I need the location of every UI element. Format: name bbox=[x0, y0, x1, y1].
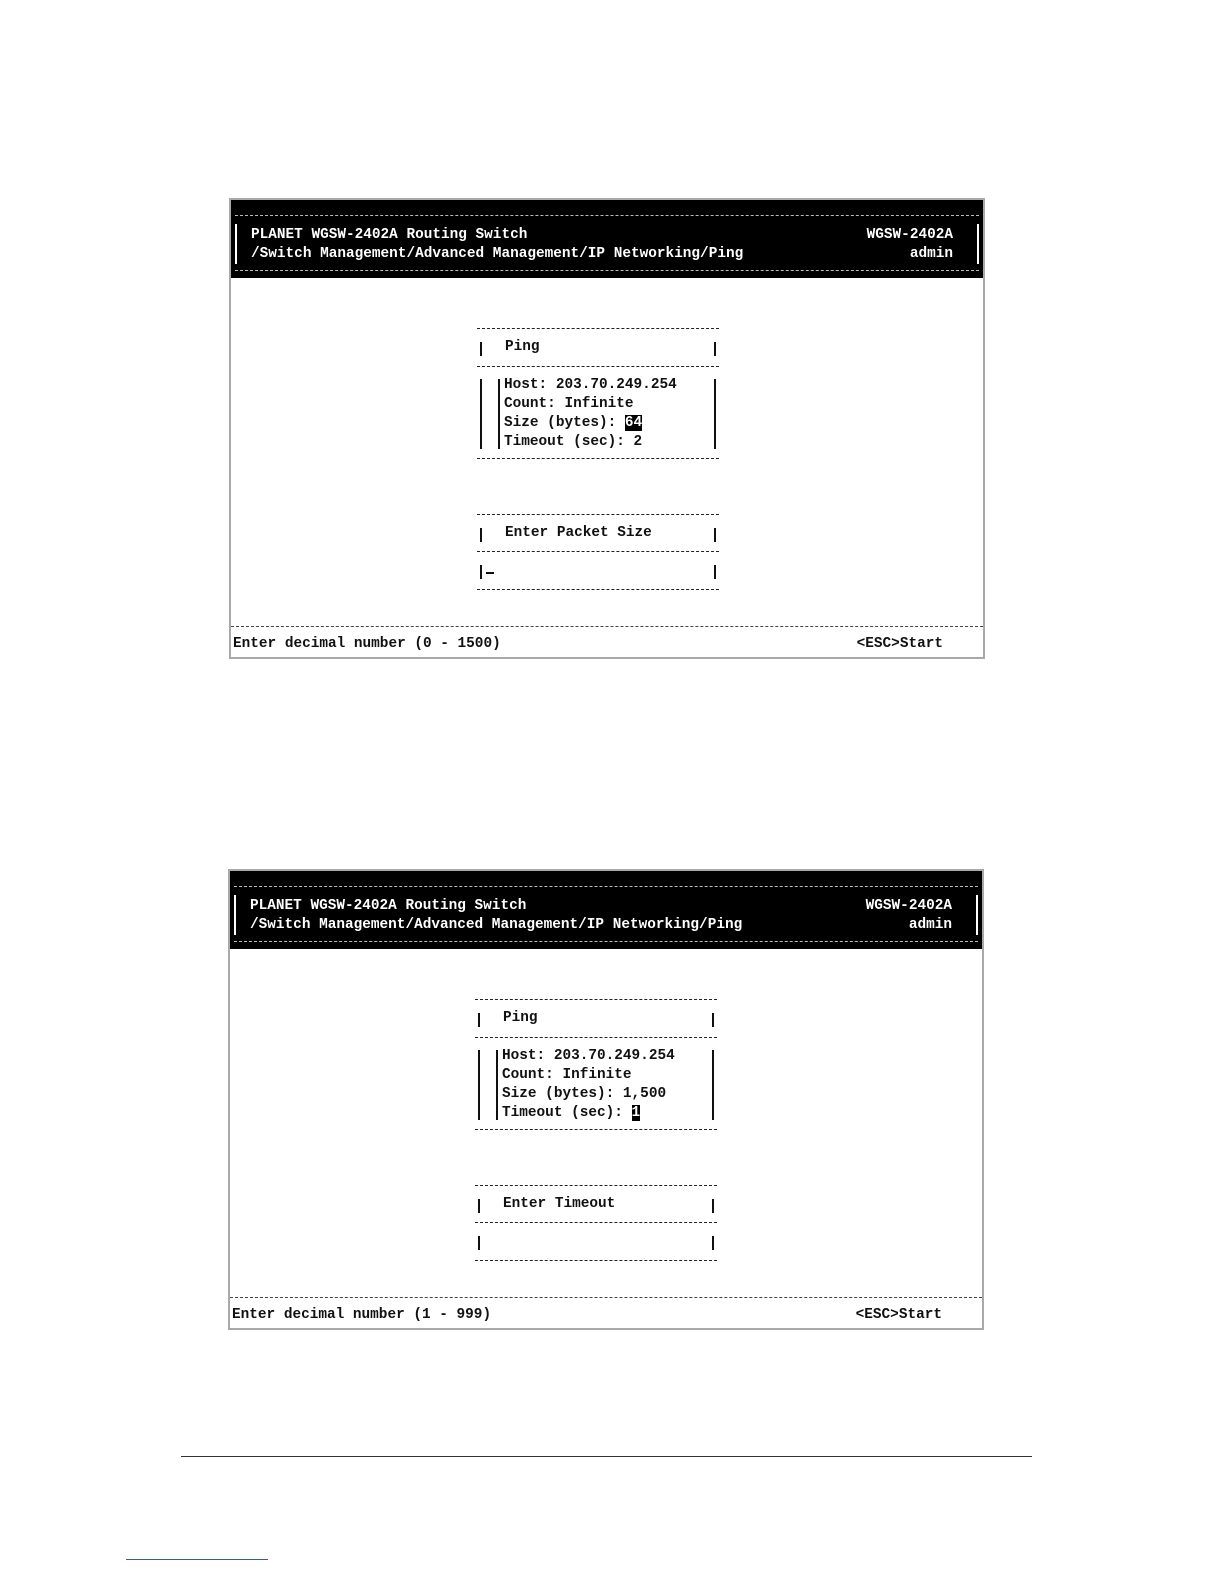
box-border bbox=[480, 342, 482, 356]
count-value: Infinite bbox=[564, 396, 634, 412]
field-list-border bbox=[496, 1050, 498, 1120]
header-left-border bbox=[234, 895, 236, 935]
size-label: Size (bytes): bbox=[504, 415, 617, 431]
box-bottom-rule bbox=[475, 1129, 717, 1130]
esc-start-hint[interactable]: <ESC>Start bbox=[856, 636, 943, 652]
timeout-value: 1 bbox=[631, 1105, 641, 1121]
timeout-field[interactable] bbox=[504, 433, 642, 452]
header-title: PLANET WGSW-2402A Routing Switch bbox=[251, 227, 528, 243]
header-left-border bbox=[235, 224, 237, 264]
box-border bbox=[712, 1236, 714, 1250]
header-path: /Switch Management/Advanced Management/IP Networking/Ping bbox=[251, 246, 744, 262]
box-border bbox=[712, 1199, 714, 1213]
box-border bbox=[714, 342, 716, 356]
box-top-rule bbox=[475, 1185, 717, 1186]
header-title: PLANET WGSW-2402A Routing Switch bbox=[250, 898, 527, 914]
host-label: Host: bbox=[504, 377, 548, 393]
footer-rule bbox=[230, 1297, 982, 1298]
timeout-label: Timeout (sec): bbox=[504, 434, 625, 450]
count-value: Infinite bbox=[562, 1067, 632, 1083]
terminal-screen-1 bbox=[229, 198, 985, 659]
header-right-border bbox=[977, 224, 979, 264]
terminal-header bbox=[230, 871, 982, 949]
ping-settings-box bbox=[477, 324, 719, 464]
size-value: 64 bbox=[624, 415, 643, 431]
size-field[interactable] bbox=[504, 414, 642, 433]
box-divider bbox=[477, 366, 719, 367]
timeout-label: Timeout (sec): bbox=[502, 1105, 623, 1121]
esc-start-hint[interactable]: <ESC>Start bbox=[855, 1307, 942, 1323]
count-field[interactable] bbox=[504, 395, 634, 414]
count-label: Count: bbox=[504, 396, 556, 412]
box-bottom-rule bbox=[477, 458, 719, 459]
footer-hint: Enter decimal number (1 - 999) bbox=[232, 1307, 492, 1323]
host-label: Host: bbox=[502, 1048, 546, 1064]
header-path: /Switch Management/Advanced Management/IP Networking/Ping bbox=[250, 917, 743, 933]
timeout-value: 2 bbox=[633, 434, 643, 450]
box-border bbox=[714, 528, 716, 542]
text-cursor bbox=[486, 572, 494, 574]
box-border bbox=[478, 1236, 480, 1250]
host-field[interactable] bbox=[502, 1047, 675, 1066]
ping-box-title: Ping bbox=[503, 1010, 538, 1026]
host-field[interactable] bbox=[504, 376, 677, 395]
page-link-underline bbox=[126, 1559, 268, 1560]
page-footer-rule bbox=[181, 1456, 1032, 1457]
header-top-rule bbox=[235, 215, 979, 216]
size-value: 1,500 bbox=[622, 1086, 667, 1102]
box-border bbox=[714, 379, 716, 449]
field-list-border bbox=[498, 379, 500, 449]
size-field[interactable] bbox=[502, 1085, 666, 1104]
footer-rule bbox=[231, 626, 983, 627]
header-bottom-rule bbox=[235, 270, 979, 271]
box-top-rule bbox=[477, 514, 719, 515]
box-bottom-rule bbox=[475, 1260, 717, 1261]
box-border bbox=[480, 379, 482, 449]
box-border bbox=[478, 1013, 480, 1027]
host-value: 203.70.249.254 bbox=[553, 1048, 675, 1064]
footer-hint: Enter decimal number (0 - 1500) bbox=[233, 636, 501, 652]
box-divider bbox=[475, 1222, 717, 1223]
box-border bbox=[480, 528, 482, 542]
prompt-box bbox=[475, 1181, 717, 1267]
header-device: WGSW-2402A bbox=[866, 227, 953, 243]
header-bottom-rule bbox=[234, 941, 978, 942]
box-divider bbox=[477, 551, 719, 552]
prompt-box bbox=[477, 510, 719, 596]
timeout-field[interactable] bbox=[502, 1104, 640, 1123]
prompt-title: Enter Packet Size bbox=[505, 525, 652, 541]
count-field[interactable] bbox=[502, 1066, 632, 1085]
terminal-screen-2 bbox=[228, 869, 984, 1330]
header-top-rule bbox=[234, 886, 978, 887]
header-user: admin bbox=[909, 246, 953, 262]
box-border bbox=[478, 1050, 480, 1120]
header-right-border bbox=[976, 895, 978, 935]
header-device: WGSW-2402A bbox=[865, 898, 952, 914]
ping-settings-box bbox=[475, 995, 717, 1135]
box-border bbox=[712, 1013, 714, 1027]
box-top-rule bbox=[477, 328, 719, 329]
box-divider bbox=[475, 1037, 717, 1038]
ping-box-title: Ping bbox=[505, 339, 540, 355]
box-border bbox=[478, 1199, 480, 1213]
count-label: Count: bbox=[502, 1067, 554, 1083]
prompt-title: Enter Timeout bbox=[503, 1196, 616, 1212]
terminal-header bbox=[231, 200, 983, 278]
packet-size-input[interactable] bbox=[486, 562, 494, 581]
box-bottom-rule bbox=[477, 589, 719, 590]
box-top-rule bbox=[475, 999, 717, 1000]
host-value: 203.70.249.254 bbox=[555, 377, 677, 393]
box-border bbox=[480, 565, 482, 579]
header-user: admin bbox=[908, 917, 952, 933]
box-border bbox=[712, 1050, 714, 1120]
box-border bbox=[714, 565, 716, 579]
size-label: Size (bytes): bbox=[502, 1086, 615, 1102]
